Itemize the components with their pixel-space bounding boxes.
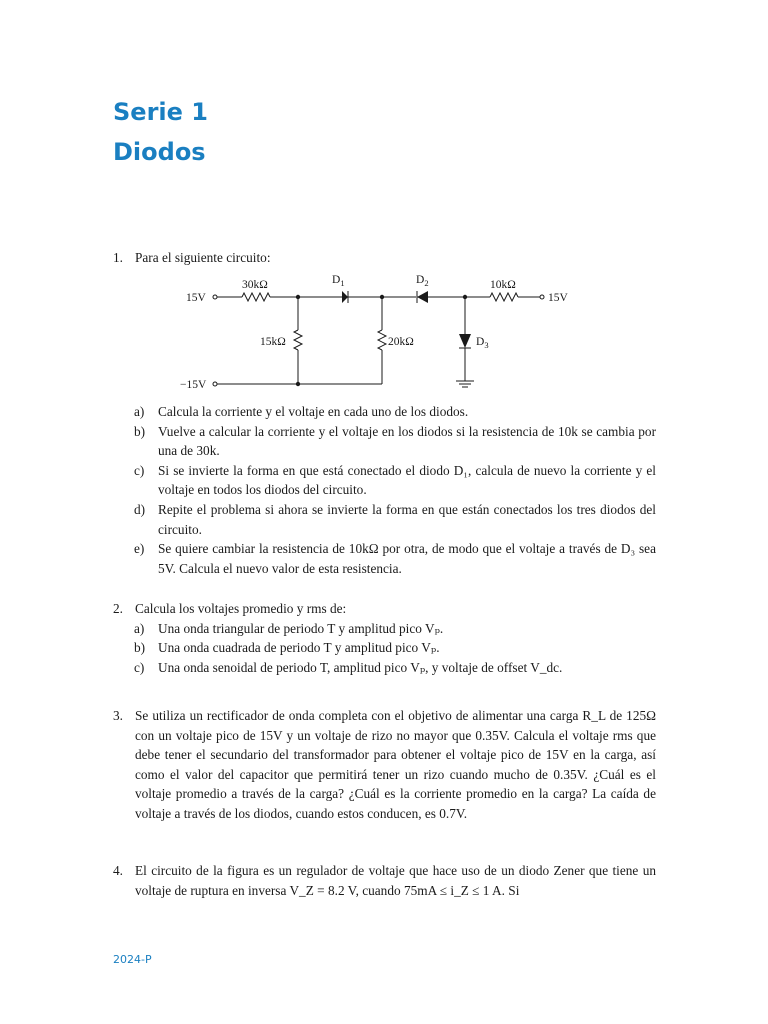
chapter-title: Diodos: [113, 138, 206, 166]
sub-item: a) Una onda triangular de periodo T y amplitud pico Vₚ.: [134, 620, 444, 636]
question-stem: Se utiliza un rectificador de onda completa con el objetivo de alimentar una carga R_L de 125Ω con un voltaje pico de 15V y un voltaje de rizo no mayor que 0.35V. Calcula el voltaje rms que debe tener el secundario del transformador para obtener el voltaje pico de 15V en la carga, así como el valor del capacitor que permitirá tener un rizo cuando mucho de 0.35V. ¿Cuál es el voltaje promedio a través de la carga? ¿Cuál es la corriente promedio en la carga? La caída de voltaje a través de los diodos, cuando estos conducen, es 0.7V.: [135, 708, 656, 821]
resistor-20k-label: 20kΩ: [388, 336, 414, 348]
question-stem: Calcula los voltajes promedio y rms de:: [135, 601, 347, 616]
sub-item: a) Calcula la corriente y el voltaje en cada uno de los diodos.: [134, 404, 469, 419]
resistor-30k-label: 30kΩ: [242, 279, 268, 291]
question-stem: Para el siguiente circuito:: [135, 250, 271, 265]
sub-item: c) Una onda senoidal de periodo T, amplitud pico Vₚ, y voltaje de offset V_dc.: [134, 659, 563, 675]
sub-item: d) Repite el problema si ahora se invierte la forma en que están conectados los tres diodos del circuito.: [134, 501, 656, 537]
diode-1-label: $D_1$: [332, 274, 345, 288]
diode-2-symbol: [417, 291, 428, 303]
question-2: [113, 599, 656, 677]
diode-1-symbol: [342, 291, 348, 303]
sub-item: e) Se quiere cambiar la resistencia de 10kΩ por otra, de modo que el voltaje a través de D₃ sea 5V. Calcula el nuevo valor de esta resistencia.: [134, 541, 656, 576]
source-left-bottom-label: −15V: [180, 379, 207, 391]
resistor-15k-label: 15kΩ: [260, 336, 286, 348]
question-3: [113, 706, 656, 824]
diode-2-label: $D_2$: [416, 274, 429, 288]
diode-3-symbol: [459, 334, 471, 348]
diode-circuit-diagram: [180, 266, 580, 396]
sub-item: c) Si se invierte la forma en que está conectado el diodo D₁, calcula de nuevo la corriente y el voltaje en todos los diodos del circuito.: [134, 462, 656, 498]
question-number: 3.: [113, 708, 123, 723]
resistor-10k-label: 10kΩ: [490, 279, 516, 291]
sub-item: b) Vuelve a calcular la corriente y el voltaje en los diodos si la resistencia de 10k se cambia por una de 30k.: [134, 423, 656, 459]
question-1: [113, 248, 656, 268]
source-right-label: 15V: [548, 292, 568, 304]
source-left-top-label: 15V: [186, 292, 206, 304]
diode-3-label: $D_3$: [476, 336, 489, 350]
question-number: 2.: [113, 601, 123, 616]
page-footer: 2024-P: [113, 953, 152, 966]
question-1-items: [113, 402, 656, 578]
series-title: Serie 1: [113, 98, 208, 126]
question-4: [113, 861, 656, 900]
sub-item: b) Una onda cuadrada de periodo T y amplitud pico Vₚ.: [134, 640, 440, 656]
question-number: 4.: [113, 863, 123, 878]
question-number: 1.: [113, 250, 123, 265]
question-stem: El circuito de la figura es un regulador de voltaje que hace uso de un diodo Zener que tiene un voltaje de ruptura en inversa V_Z = 8.2 V, cuando 75mA ≤ i_Z ≤ 1 A. Si: [135, 863, 656, 898]
